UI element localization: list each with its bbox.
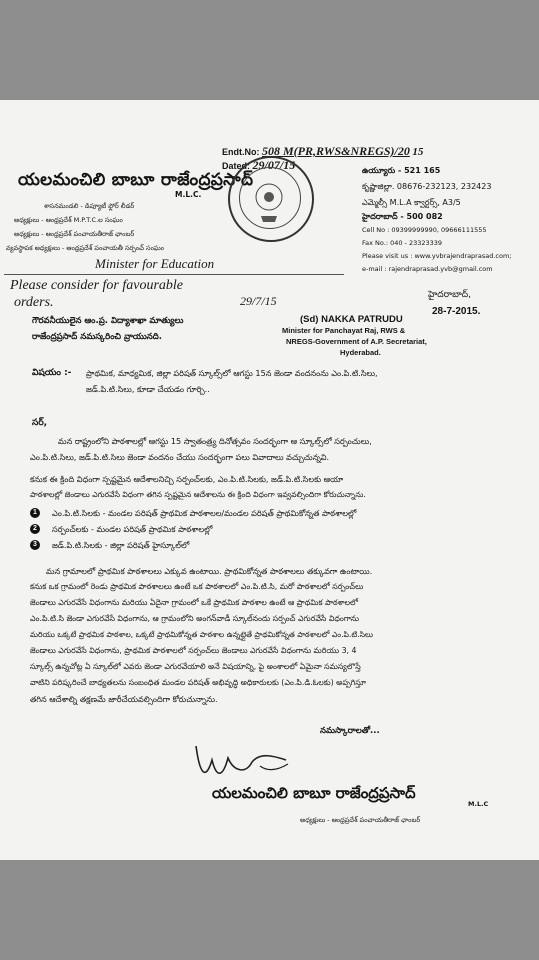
para2-line-4: ఎం.పి.టి.సి జెండా ఎగురవేసే విధంగాను, ఆ గ్రామంలోని అంగన్‌వాడీ స్కూల్‌నందు సర్పంచ్ ఎగురవేసే విధంగాను [30, 614, 359, 623]
para2-line-2: కనుక ఒక గ్రామంలో రెండు ప్రాథమిక పాఠశాలలు ఉంటే ఒక పాఠశాలలో ఎం.పి.టి.సి, మరో పాఠశాలలో సర్పంచ్‌లు [30, 582, 364, 591]
handwritten-consider-note: Please consider for favourable [10, 278, 184, 293]
para1-line-2: ఎం.పి.టి.సిలు, జడ్.పి.టి.సిలు జెండా వందనం చేయు సందర్భంగా పలు వివాదాలు వచ్చుచున్నవి. [30, 452, 330, 462]
contact-line-3: ఎమ్మెల్సీ M.L.A క్వార్టర్స్, A3/5 [362, 198, 461, 207]
sender-suffix: M.L.C. [175, 190, 202, 199]
sender-name-text: యలమంచిలి బాబూ రాజేంద్రప్రసాద్ [18, 170, 254, 190]
bottom-dark-band [0, 860, 539, 960]
dated-label: Dated: [222, 161, 251, 171]
signature-role: అధ్యక్షులు - ఆంధ్రప్రదేశ్ పంచాయతీరాజ్ ఛాంబర్ [300, 816, 421, 824]
handwritten-minister-note: Minister for Education [95, 256, 215, 271]
email-address[interactable]: e-mail : rajendraprasad.yvb@gmail.com [362, 265, 493, 273]
cell-number: Cell No : 09399999990, 09666111555 [362, 226, 487, 234]
sender-role-2: అధ్యక్షులు - ఆంధ్రప్రదేశ్ M.P.T.C.ల సంఘం [14, 216, 123, 224]
subject-line-1: ప్రాథమిక, మాధ్యమిక, జిల్లా పరిషత్ స్కూల్స్‌లో ఆగస్టు 15న జెండా వందనంను ఎం.పి.టి.సిలు, [86, 368, 378, 378]
website[interactable]: Please visit us : www.yvbrajendraprasad.com; [362, 252, 512, 260]
list-number-2: 2 [30, 524, 40, 534]
para2-line-6: జెండాలు ఎగురవేసే విధంగాను, ప్రాథమిక పాఠశాలలో సర్పంచ్‌లు జెండాలు ఎగురవేసే విధంగాను మరియు 3, 4 [30, 646, 357, 655]
closing: నమస్కారాలతో... [320, 726, 380, 736]
minister-name: (Sd) NAKKA PATRUDU [300, 314, 403, 325]
contact-line-1: ఉయ్యూరు - 521 165 [362, 166, 441, 175]
contact-line-4: హైదరాబాద్ - 500 082 [362, 212, 443, 221]
letter-date: 28-7-2015. [432, 306, 481, 317]
list-number-1: 1 [30, 508, 40, 518]
para2-line-8: వాటిని పరిష్కరించే బాధ్యతలను సంబంధిత మండల పరిషత్ అభివృద్ధి అధికారులకు (ఎం.పి.డి.ఓలకు) అప్పగిస్తూ [30, 678, 366, 687]
letter-page [0, 100, 539, 860]
sender-role-4: వ్యవస్థాపక అధ్యక్షులు - ఆంధ్రప్రదేశ్ పంచాయతీ సర్పంచ్ సంఘం [6, 244, 165, 252]
sender-role-3: అధ్యక్షులు - ఆంధ్రప్రదేశ్ పంచాయతీరాజ్ ఛాంబర్ [14, 230, 135, 238]
endt-value: 508 M(PR,RWS&NREGS)/20 [262, 144, 410, 158]
para1-line-1: మన రాష్ట్రంలోని పాఠశాలల్లో ఆగస్టు 15 స్వాతంత్ర్య దినోత్సవం సందర్భంగా ఆ స్కూల్స్‌లో సర్పంచులు, [58, 436, 372, 446]
list-item-3: జడ్.పి.టి.సిలకు - జిల్లా పరిషత్ హైస్కూల్‌లో [52, 540, 190, 550]
assembly-seal-icon [228, 156, 314, 242]
para2-line-7: స్కూల్స్ ఉన్నచోట్ల ఏ స్కూల్‌లో ఎవరు జెండా ఎగురవేయాలి అనే విషయాన్ని, పై అంశాలలో ఏమైనా సమస్యలొస్తే [30, 662, 361, 671]
subject-line-2: జడ్.పి.టి.సిలు, కూడా చేయడం గూర్చి.. [86, 384, 210, 394]
handwritten-orders-note: orders. [14, 295, 54, 310]
endt-year: 15 [412, 146, 424, 158]
para1-line-4: పాఠశాలల్లో జెండాలు ఎగురవేసే విధంగా తగిన స్పష్టమైన ఆదేశాలను ఈ క్రింది విధంగా ఇవ్వవల్సిందిగా కోరుచున్నాను. [30, 490, 366, 499]
minister-city: Hyderabad. [340, 348, 381, 357]
para2-line-5: మరియు ఒక్కటే ప్రాథమిక పాఠశాల, ఒక్కటే ప్రాథమికోన్నత పాఠశాల ఉన్నట్లైతే ప్రాథమికోన్నత పాఠశాలలో ఎం.పి.టి.సిలు [30, 630, 373, 639]
place: హైదరాబాద్, [428, 290, 471, 300]
para1-line-3: కనుక ఈ క్రింది విధంగా స్పష్టమైన ఆదేశాలనిచ్చి సర్పంచ్‌లకు, ఎం.పి.టి.సిలకు, జడ్.పి.టి.సిలకు ఆయా [30, 474, 344, 484]
endt-label: Endt.No: [222, 147, 260, 157]
para2-line-1: మన గ్రామాలలో ప్రాథమిక పాఠశాలలు ఎక్కువ ఉంటాయి. ప్రాథమికోన్నత పాఠశాలలు తక్కువగా ఉంటాయి. [46, 566, 373, 576]
handwritten-date: 29/7/15 [240, 294, 277, 308]
greeting: సర్, [32, 418, 48, 428]
minister-title: Minister for Panchayat Raj, RWS & [282, 326, 406, 335]
signature-suffix: M.L.C [468, 800, 489, 808]
fax-number: Fax No.: 040 - 23323339 [362, 239, 443, 247]
contact-line-2: కృష్ణాజిల్లా. 08676-232123, 232423 [362, 182, 492, 191]
list-number-3: 3 [30, 540, 40, 550]
sender-role-1: శాసనమండలి - డిప్యూటీ ఫ్లోర్ లీడర్ [44, 202, 135, 210]
sender-name [18, 170, 253, 194]
divider-line [4, 274, 344, 275]
para2-line-3: జెండాలు ఎగురవేసే విధంగాను మరియు ఏదైనా గ్రామంలో ఒకే ప్రాథమిక పాఠశాల ఉంటే ఆ ప్రాథమిక పాఠశాలలో [30, 598, 359, 607]
para2-line-9: తగిన ఆదేశాల్ని తక్షణమే జారీచేయవల్సిందిగా కోరుచున్నాను. [30, 694, 218, 704]
top-dark-band [0, 0, 539, 100]
subject-label: విషయం :- [32, 368, 72, 378]
signature-icon [190, 736, 300, 786]
salutation-to: గౌరవనీయులైన ఆం.ప్ర. విద్యాశాఖా మాత్యులు [32, 316, 184, 326]
salutation-from: రాజేంద్రప్రసాద్ నమస్కరించి వ్రాయునది. [32, 332, 162, 342]
list-item-1: ఎం.పి.టి.సిలకు - మండల పరిషత్ ప్రాథమిక పాఠశాలల/మండల పరిషత్ ప్రాథమికోన్నత పాఠశాలల్లో [52, 508, 357, 518]
signature-name: యలమంచిలి బాబూ రాజేంద్రప్రసాద్ [212, 784, 416, 802]
minister-dept: NREGS-Government of A.P. Secretariat, [286, 337, 427, 346]
dated-value: 29/07/15 [252, 158, 296, 172]
list-item-2: సర్పంచ్‌లకు - మండల పరిషత్ ప్రాథమిక పాఠశాలల్లో [52, 524, 213, 534]
